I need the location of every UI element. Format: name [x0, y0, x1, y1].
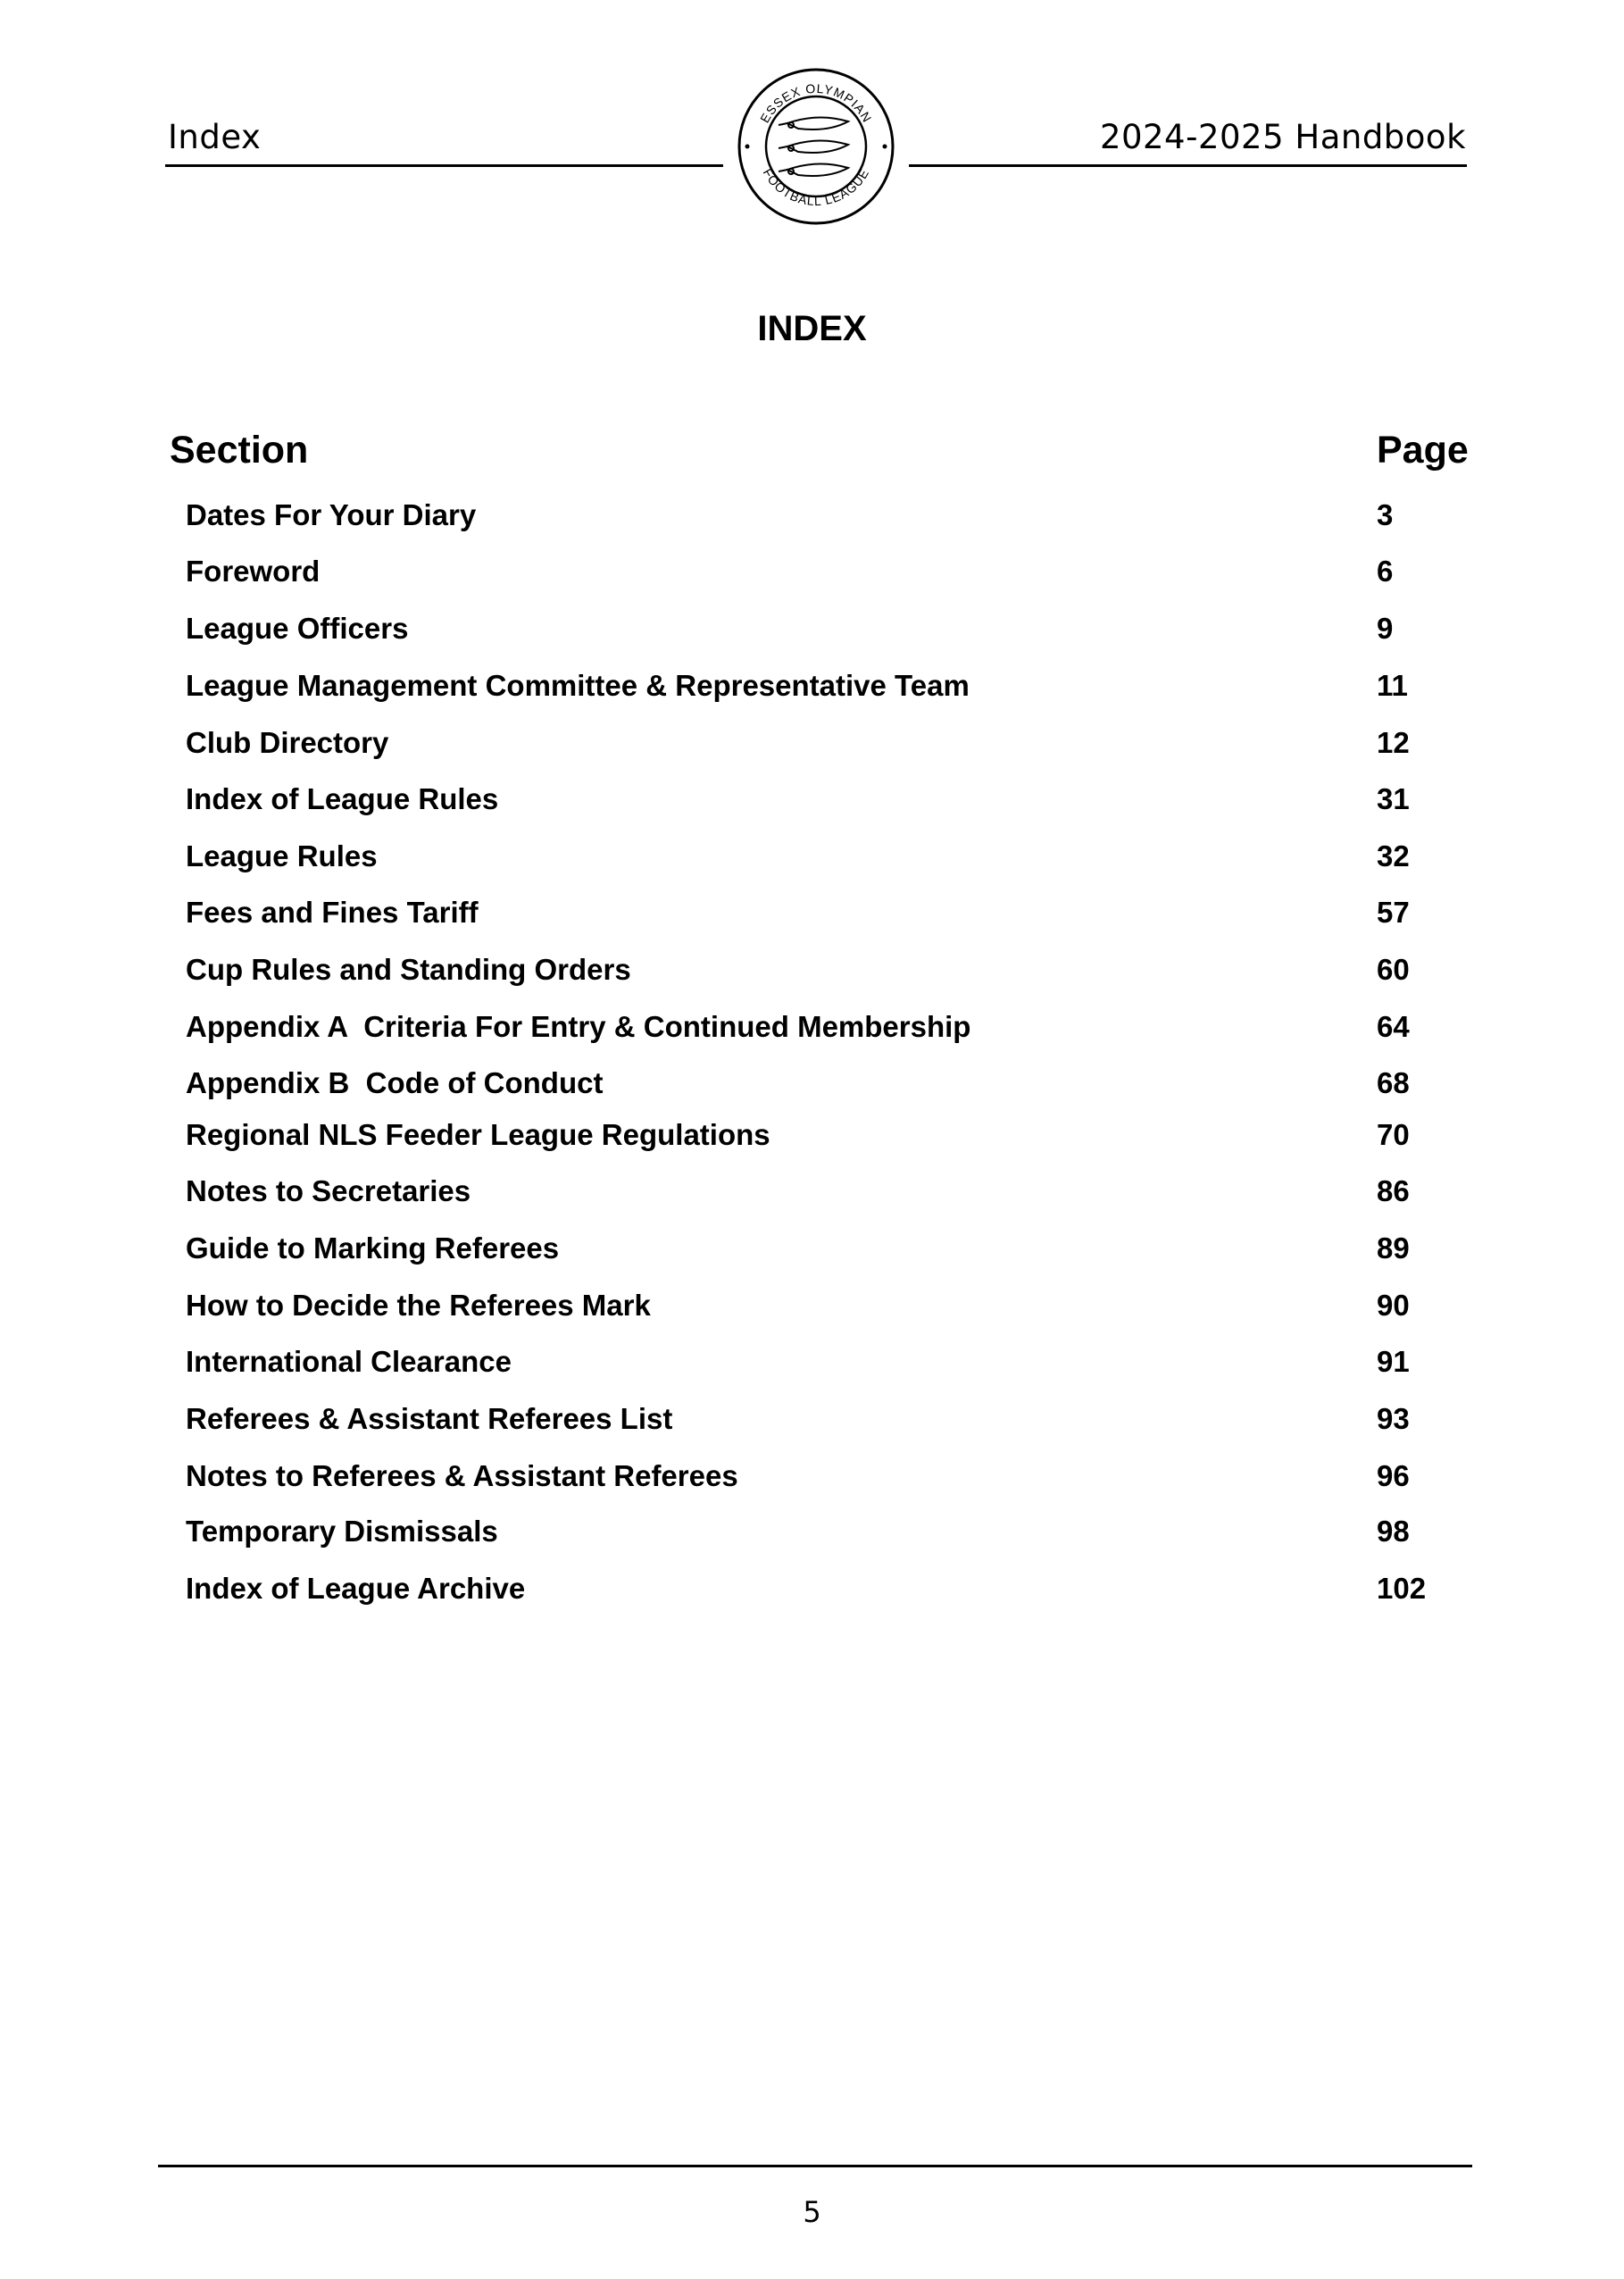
- index-entry-page: 93: [1377, 1402, 1410, 1435]
- index-entry: [0, 1283, 1624, 1328]
- header-section-label: Index: [168, 118, 262, 156]
- index-entry: [0, 493, 1624, 538]
- index-entry-page: 102: [1377, 1572, 1427, 1605]
- index-entry-page: 70: [1377, 1118, 1410, 1151]
- index-entry-title: Temporary Dismissals: [186, 1515, 498, 1548]
- index-entry-page: 96: [1377, 1459, 1410, 1492]
- index-entry-title: Referees & Assistant Referees List: [186, 1402, 673, 1435]
- index-entry: [0, 947, 1624, 992]
- index-entry-title: Fees and Fines Tariff: [186, 896, 479, 929]
- index-entry-title: Appendix B Code of Conduct: [186, 1066, 604, 1099]
- index-entry-page: 60: [1377, 953, 1410, 986]
- league-crest-icon: [736, 66, 896, 227]
- index-entry-title: Index of League Archive: [186, 1572, 526, 1605]
- index-entry: [0, 777, 1624, 822]
- index-entry: [0, 1169, 1624, 1214]
- index-entry-page: 11: [1377, 669, 1408, 702]
- index-entry-title: Notes to Referees & Assistant Referees: [186, 1459, 738, 1492]
- index-entry-title: League Rules: [186, 839, 378, 872]
- index-entry-page: 32: [1377, 839, 1410, 872]
- page-column-header: Page: [1377, 429, 1469, 472]
- crest-text-bottom: FOOTBALL LEAGUE: [760, 165, 872, 209]
- page-number: 5: [803, 2195, 821, 2229]
- index-entry-title: Club Directory: [186, 726, 389, 759]
- index-entry: [0, 890, 1624, 935]
- index-entry: [0, 1005, 1624, 1049]
- index-entry: [0, 721, 1624, 765]
- index-entry-title: Regional NLS Feeder League Regulations: [186, 1118, 770, 1151]
- index-entry-title: Dates For Your Diary: [186, 498, 477, 531]
- footer-rule: [158, 2165, 1472, 2167]
- index-entry: [0, 1113, 1624, 1157]
- index-entry-page: 31: [1377, 782, 1410, 815]
- index-entry-page: 64: [1377, 1010, 1410, 1043]
- seax-blades-icon: [779, 117, 848, 176]
- index-entry: [0, 1566, 1624, 1611]
- index-entry-title: International Clearance: [186, 1345, 512, 1378]
- index-entry-page: 90: [1377, 1289, 1410, 1322]
- index-entry-title: Cup Rules and Standing Orders: [186, 953, 631, 986]
- index-entry-title: League Officers: [186, 612, 409, 645]
- index-entry: [0, 664, 1624, 708]
- header-rule-right: [909, 164, 1467, 167]
- index-entry-page: 68: [1377, 1066, 1410, 1099]
- index-entry-page: 57: [1377, 896, 1410, 929]
- index-entry: [0, 1226, 1624, 1271]
- crest-text-top: ESSEX OLYMPIAN: [757, 80, 875, 126]
- index-entry: [0, 1454, 1624, 1498]
- index-entry: [0, 1061, 1624, 1106]
- index-entry-page: 6: [1377, 555, 1394, 588]
- index-entry-title: Foreword: [186, 555, 321, 588]
- index-entry-page: 9: [1377, 612, 1394, 645]
- index-entry: [0, 1509, 1624, 1554]
- index-entry: [0, 1340, 1624, 1384]
- index-entry-title: Guide to Marking Referees: [186, 1231, 560, 1265]
- index-entry-page: 86: [1377, 1174, 1410, 1207]
- index-entry-page: 98: [1377, 1515, 1410, 1548]
- header-rule-left: [165, 164, 723, 167]
- index-entry: [0, 606, 1624, 651]
- index-entry-title: Index of League Rules: [186, 782, 499, 815]
- page-title: INDEX: [757, 309, 867, 348]
- index-entry-page: 3: [1377, 498, 1394, 531]
- index-entry-page: 89: [1377, 1231, 1410, 1265]
- index-entry-page: 91: [1377, 1345, 1410, 1378]
- index-entry: [0, 1397, 1624, 1441]
- league-crest-svg: [736, 66, 896, 227]
- index-entry-title: Notes to Secretaries: [186, 1174, 471, 1207]
- index-entry-title: How to Decide the Referees Mark: [186, 1289, 651, 1322]
- index-entry-page: 12: [1377, 726, 1410, 759]
- index-entry-title: Appendix A Criteria For Entry & Continued Membership: [186, 1010, 971, 1043]
- index-entry-title: League Management Committee & Representative Team: [186, 669, 970, 702]
- index-entry: [0, 549, 1624, 594]
- header-handbook-label: 2024-2025 Handbook: [1099, 118, 1466, 156]
- section-column-header: Section: [170, 429, 309, 472]
- index-entry: [0, 834, 1624, 879]
